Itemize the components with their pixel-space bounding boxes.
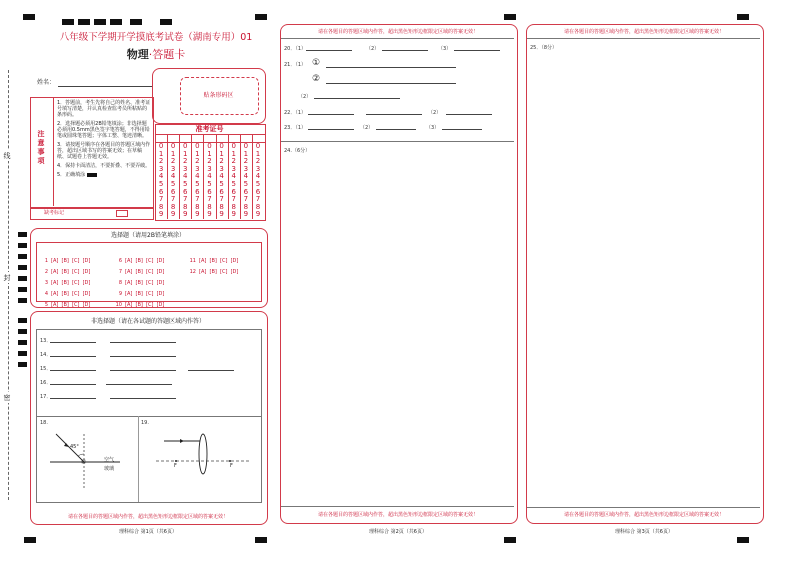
exam-digit-bubble[interactable]: 9 [195, 210, 200, 219]
choice-number: 11 [189, 258, 196, 264]
exam-title: 八年级下学期开学摸底考试卷（湖南专用）01 [59, 32, 253, 43]
q13-blank[interactable] [110, 342, 176, 343]
exam-digit-bubble[interactable]: 1 [219, 149, 224, 158]
q15-blank[interactable] [110, 370, 176, 371]
q21-label: 21．（1） [284, 62, 307, 68]
choice-number: 4 [44, 291, 48, 297]
exam-digit-bubble[interactable]: 7 [243, 195, 249, 204]
exam-number-column [203, 143, 215, 219]
exam-number-column [155, 143, 167, 219]
alignment-mark [255, 14, 267, 20]
q23-3-label: （3） [426, 125, 440, 131]
q14-blank[interactable] [110, 356, 176, 357]
notes-list [57, 100, 151, 178]
exam-digit-bubble[interactable]: 0 [207, 142, 212, 150]
exam-digit-bubble[interactable]: 5 [219, 179, 224, 188]
exam-digit-bubble[interactable]: 2 [170, 157, 176, 166]
exam-number-column [240, 143, 252, 219]
exam-number-column [216, 143, 228, 219]
absent-checkbox[interactable] [116, 210, 128, 217]
exam-digit-bubble[interactable]: 7 [231, 195, 236, 204]
alignment-mark [160, 19, 172, 25]
exam-digit-bubble[interactable]: 8 [243, 202, 249, 211]
timing-mark [18, 329, 27, 334]
q17-blank[interactable] [50, 398, 96, 399]
exam-digit-bubble[interactable]: 8 [207, 202, 212, 211]
q20-blank[interactable] [382, 50, 428, 51]
exam-digit-bubble[interactable]: 4 [243, 172, 249, 181]
exam-number-column [252, 143, 264, 219]
exam-digit-bubble[interactable]: 8 [158, 202, 164, 211]
name-field[interactable] [58, 86, 153, 87]
exam-digit-bubble[interactable]: 2 [231, 157, 236, 166]
q16-label: 16． [40, 380, 52, 386]
exam-digit-bubble[interactable]: 5 [207, 179, 212, 188]
nonchoice-title: 非选择题（请在各试题的答题区域内作答） [90, 318, 205, 325]
exam-digit-bubble[interactable]: 7 [170, 195, 176, 204]
q13-blank[interactable] [50, 342, 96, 343]
exam-digit-bubble[interactable]: 9 [243, 210, 249, 219]
page1-warning: 请在各题目的答题区域内作答，超出黑色矩形边框限定区域的答案无效！ [67, 514, 228, 520]
alignment-mark [78, 19, 90, 25]
q20-2-label: （2） [366, 46, 380, 52]
q23-2-label: （2） [360, 125, 374, 131]
choice-number: 10 [115, 302, 122, 308]
choice-options[interactable]: [A] [B] [C] [D] [125, 258, 165, 264]
q15-blank[interactable] [188, 370, 234, 371]
choice-options[interactable]: [A] [B] [C] [D] [199, 269, 239, 275]
notes-title: 注意事项 [37, 130, 45, 166]
exam-number-title: 准考证号 [195, 125, 224, 133]
q21-circle-2: ② [312, 74, 321, 84]
q23-blank[interactable] [442, 129, 482, 130]
q23-label: 23．（1） [284, 125, 307, 131]
page1-footer: 理科综合 第1页（共6页） [119, 529, 177, 535]
q20-3-label: （3） [438, 46, 452, 52]
choice-options[interactable]: [A] [B] [C] [D] [125, 280, 165, 286]
exam-digit-bubble[interactable]: 9 [183, 210, 188, 219]
exam-digit-bubble[interactable]: 9 [255, 210, 261, 219]
binding-label-xian: 线 [3, 152, 11, 159]
barcode-label: 贴条形码区 [203, 92, 234, 99]
q18-label: 18. [40, 420, 48, 426]
exam-digit-bubble[interactable]: 4 [170, 172, 176, 181]
choice-options[interactable]: [A] [B] [C] [D] [125, 291, 165, 297]
exam-digit-bubble[interactable]: 1 [231, 149, 236, 158]
alignment-mark [110, 19, 122, 25]
exam-digit-bubble[interactable]: 0 [255, 142, 261, 150]
exam-digit-bubble[interactable]: 4 [231, 172, 236, 181]
alignment-mark [23, 14, 35, 20]
exam-digit-bubble[interactable]: 4 [158, 172, 164, 181]
exam-digit-bubble[interactable]: 2 [207, 157, 212, 166]
exam-digit-bubble[interactable]: 8 [170, 202, 176, 211]
exam-digit-bubble[interactable]: 0 [231, 142, 236, 150]
choice-options[interactable]: [A] [B] [C] [D] [125, 302, 165, 308]
alignment-mark [504, 14, 516, 20]
q16-blank[interactable] [106, 384, 172, 385]
exam-digit-bubble[interactable]: 4 [219, 172, 224, 181]
exam-digit-bubble[interactable]: 0 [219, 142, 224, 150]
exam-digit-bubble[interactable]: 1 [158, 149, 164, 158]
q22-blank[interactable] [366, 114, 422, 115]
page2-warning: 请在各题目的答题区域内作答，超出黑色矩形边框限定区域的答案无效！ [317, 512, 478, 518]
q19-label: 19. [141, 420, 149, 426]
focus-left-label: F [174, 463, 177, 469]
q21-blank[interactable] [314, 98, 400, 99]
choice-question[interactable] [40, 291, 90, 310]
choice-question[interactable] [188, 258, 238, 277]
choice-number: 3 [44, 280, 48, 286]
choice-options[interactable]: [A] [B] [C] [D] [51, 258, 91, 264]
exam-digit-bubble[interactable]: 9 [219, 210, 224, 219]
exam-digit-bubble[interactable]: 6 [158, 187, 164, 196]
exam-digit-bubble[interactable]: 6 [255, 187, 261, 196]
choice-options[interactable]: [A] [B] [C] [D] [51, 280, 91, 286]
q17-blank[interactable] [110, 398, 176, 399]
q17-label: 17． [40, 394, 52, 400]
exam-digit-bubble[interactable]: 1 [183, 149, 188, 158]
choice-number: 12 [189, 269, 196, 275]
note-item: 4．保持卡面清洁，不要折叠、不要弄破。 [57, 163, 151, 169]
exam-digit-bubble[interactable]: 6 [170, 187, 176, 196]
exam-digit-bubble[interactable]: 3 [243, 164, 249, 173]
exam-digit-bubble[interactable]: 5 [158, 179, 164, 188]
grid-line [155, 134, 265, 135]
q15-label: 15． [40, 366, 52, 372]
q20-label: 20．（1） [284, 46, 307, 52]
page2-footer: 理科综合 第2页（共6页） [369, 529, 427, 535]
alignment-mark [737, 14, 749, 20]
q14-blank[interactable] [50, 356, 96, 357]
card-title [48, 48, 264, 62]
exam-digit-bubble[interactable]: 3 [219, 164, 224, 173]
alignment-mark [504, 537, 516, 543]
exam-digit-bubble[interactable]: 5 [170, 179, 176, 188]
alignment-mark [130, 19, 142, 25]
exam-digit-bubble[interactable]: 3 [255, 164, 261, 173]
q16-blank[interactable] [50, 384, 96, 385]
card-name: 答题卡 [152, 48, 186, 61]
binding-label-mi: 密 [3, 394, 11, 401]
exam-digit-bubble[interactable]: 2 [195, 157, 200, 166]
exam-digit-bubble[interactable]: 8 [219, 202, 224, 211]
exam-digit-bubble[interactable]: 5 [183, 179, 188, 188]
choice-number: 5 [44, 302, 48, 308]
exam-digit-bubble[interactable]: 0 [195, 142, 200, 150]
exam-digit-bubble[interactable]: 8 [231, 202, 236, 211]
exam-digit-bubble[interactable]: 2 [183, 157, 188, 166]
choice-options[interactable]: [A] [B] [C] [D] [199, 258, 239, 264]
choice-options[interactable]: [A] [B] [C] [D] [51, 269, 91, 275]
exam-digit-bubble[interactable]: 1 [255, 149, 261, 158]
q22-label: 22．（1） [284, 110, 307, 116]
exam-digit-bubble[interactable]: 4 [207, 172, 212, 181]
exam-digit-bubble[interactable]: 6 [219, 187, 224, 196]
exam-digit-bubble[interactable]: 1 [207, 149, 212, 158]
timing-mark [18, 298, 27, 303]
page2-top-warning: 请在各题目的答题区域内作答，超出黑色矩形边框限定区域的答案无效！ [317, 29, 478, 35]
choice-number: 2 [44, 269, 48, 275]
exam-digit-bubble[interactable]: 8 [195, 202, 200, 211]
exam-digit-bubble[interactable]: 6 [243, 187, 249, 196]
exam-digit-bubble[interactable]: 3 [170, 164, 176, 173]
page2-block-a [281, 38, 514, 142]
exam-number-column [228, 143, 240, 219]
exam-digit-bubble[interactable]: 1 [243, 149, 249, 158]
exam-digit-bubble[interactable]: 9 [170, 210, 176, 219]
q21-blank[interactable] [326, 67, 456, 68]
choice-number: 7 [118, 269, 122, 275]
note-item: 1．答题前，考生先将自己的姓名、准考证号填写清楚，并认真检查监考员所粘贴的条形码。 [57, 100, 151, 118]
q22-2-label: （2） [428, 110, 442, 116]
exam-digit-bubble[interactable]: 5 [255, 179, 261, 188]
timing-mark [18, 362, 27, 367]
choice-options[interactable]: [A] [B] [C] [D] [125, 269, 165, 275]
binding-label-feng: 封 [3, 274, 11, 281]
exam-digit-bubble[interactable]: 2 [219, 157, 224, 166]
exam-digit-bubble[interactable]: 5 [243, 179, 249, 188]
exam-digit-bubble[interactable]: 4 [183, 172, 188, 181]
exam-digit-bubble[interactable]: 5 [195, 179, 200, 188]
choice-options[interactable]: [A] [B] [C] [D] [51, 291, 91, 297]
exam-number-column [167, 143, 179, 219]
choice-question[interactable] [114, 291, 164, 310]
exam-digit-bubble[interactable]: 5 [231, 179, 236, 188]
choice-options[interactable]: [A] [B] [C] [D] [51, 302, 91, 308]
exam-digit-bubble[interactable]: 3 [195, 164, 200, 173]
q13-label: 13． [40, 338, 52, 344]
timing-mark [18, 340, 27, 345]
exam-digit-bubble[interactable]: 3 [183, 164, 188, 173]
choice-title: 选择题（请用2B铅笔填涂） [111, 232, 185, 239]
exam-digit-bubble[interactable]: 6 [195, 187, 200, 196]
q22-blank[interactable] [308, 114, 354, 115]
exam-digit-bubble[interactable]: 0 [170, 142, 176, 150]
exam-digit-bubble[interactable]: 7 [219, 195, 224, 204]
q20-blank[interactable] [454, 50, 500, 51]
timing-mark [18, 232, 27, 237]
refraction-diagram [40, 426, 136, 496]
q23-blank[interactable] [376, 129, 416, 130]
timing-mark [18, 265, 27, 270]
exam-digit-bubble[interactable]: 0 [183, 142, 188, 150]
drawing-divider [138, 416, 139, 502]
choice-number: 9 [118, 291, 122, 297]
alignment-mark [94, 19, 106, 25]
note-item: 5．正确填涂 [57, 172, 151, 178]
page3-warning: 请在各题目的答题区域内作答，超出黑色矩形边框限定区域的答案无效！ [563, 512, 724, 518]
exam-digit-bubble[interactable]: 6 [207, 187, 212, 196]
lens-diagram [150, 428, 258, 498]
exam-digit-bubble[interactable]: 7 [183, 195, 188, 204]
exam-digit-bubble[interactable]: 7 [207, 195, 212, 204]
exam-digit-bubble[interactable]: 2 [243, 157, 249, 166]
timing-mark [18, 351, 27, 356]
exam-digit-bubble[interactable]: 7 [255, 195, 261, 204]
timing-mark [18, 287, 27, 292]
focus-right-label: F [230, 463, 233, 469]
q22-blank[interactable] [446, 114, 492, 115]
timing-mark [18, 318, 27, 323]
absent-label: 缺考标记 [44, 210, 65, 216]
notes-divider [53, 97, 54, 206]
alignment-mark [255, 537, 267, 543]
exam-digit-bubble[interactable]: 3 [158, 164, 164, 173]
binding-line [8, 70, 9, 500]
note-item: 3．请按题号顺序在各题目的答题区域内作答，超出区域书写的答案无效；在草稿纸、试题卷上答题无效。 [57, 142, 151, 160]
q15-blank[interactable] [50, 370, 96, 371]
exam-digit-bubble[interactable]: 4 [255, 172, 261, 181]
exam-digit-bubble[interactable]: 0 [243, 142, 249, 150]
filled-sample-icon [87, 173, 97, 177]
q21-2-label: （2） [298, 94, 312, 100]
angle-label: 45° [70, 444, 79, 450]
q20-blank[interactable] [306, 50, 352, 51]
q14-label: 14． [40, 352, 52, 358]
exam-number-column [191, 143, 203, 219]
name-label: 姓名： [37, 79, 56, 86]
exam-digit-bubble[interactable]: 2 [158, 157, 164, 166]
exam-digit-bubble[interactable]: 8 [183, 202, 188, 211]
exam-digit-bubble[interactable]: 7 [158, 195, 164, 204]
exam-digit-bubble[interactable]: 3 [231, 164, 236, 173]
exam-digit-bubble[interactable]: 0 [158, 142, 164, 150]
glass-label: 玻璃 [104, 466, 115, 472]
choice-number: 6 [118, 258, 122, 264]
exam-digit-bubble[interactable]: 2 [255, 157, 261, 166]
timing-mark [18, 276, 27, 281]
exam-digit-bubble[interactable]: 9 [158, 210, 164, 219]
exam-digit-bubble[interactable]: 9 [207, 210, 212, 219]
exam-digit-bubble[interactable]: 6 [231, 187, 236, 196]
exam-digit-bubble[interactable]: 4 [195, 172, 200, 181]
page3-top-warning: 请在各题目的答题区域内作答，超出黑色矩形边框限定区域的答案无效！ [563, 29, 724, 35]
choice-number: 8 [118, 280, 122, 286]
exam-number-column [179, 143, 191, 219]
q25-answer-area[interactable] [527, 38, 760, 508]
alignment-mark [24, 537, 36, 543]
subject-name: 物理 [126, 48, 149, 61]
timing-mark [18, 254, 27, 259]
air-label: 空气 [104, 457, 115, 463]
q23-blank[interactable] [308, 129, 354, 130]
note-item: 2．选择题必须用2B铅笔填涂；非选择题必须用0.5mm黑色签字笔答题，不得用铅笔或圆珠笔答题；字体工整、笔迹清晰。 [57, 121, 150, 139]
exam-digit-bubble[interactable]: 6 [183, 187, 188, 196]
q21-blank[interactable] [326, 83, 456, 84]
alignment-mark [737, 537, 749, 543]
q24-answer-area[interactable] [281, 142, 514, 507]
q25-label: 25．（8分） [530, 45, 558, 51]
timing-mark [18, 243, 27, 248]
title-dot: · [148, 48, 153, 61]
page3-footer: 理科综合 第3页（共6页） [615, 529, 673, 535]
exam-digit-bubble[interactable]: 7 [195, 195, 200, 204]
q24-label: 24.（6分） [284, 148, 311, 154]
exam-digit-bubble[interactable]: 1 [170, 149, 176, 158]
choice-number: 1 [44, 258, 48, 264]
alignment-mark [62, 19, 74, 25]
q21-circle-1: ① [312, 58, 321, 68]
exam-digit-bubble[interactable]: 1 [195, 149, 200, 158]
exam-digit-bubble[interactable]: 3 [207, 164, 212, 173]
exam-digit-bubble[interactable]: 8 [255, 202, 261, 211]
exam-digit-bubble[interactable]: 9 [231, 210, 236, 219]
